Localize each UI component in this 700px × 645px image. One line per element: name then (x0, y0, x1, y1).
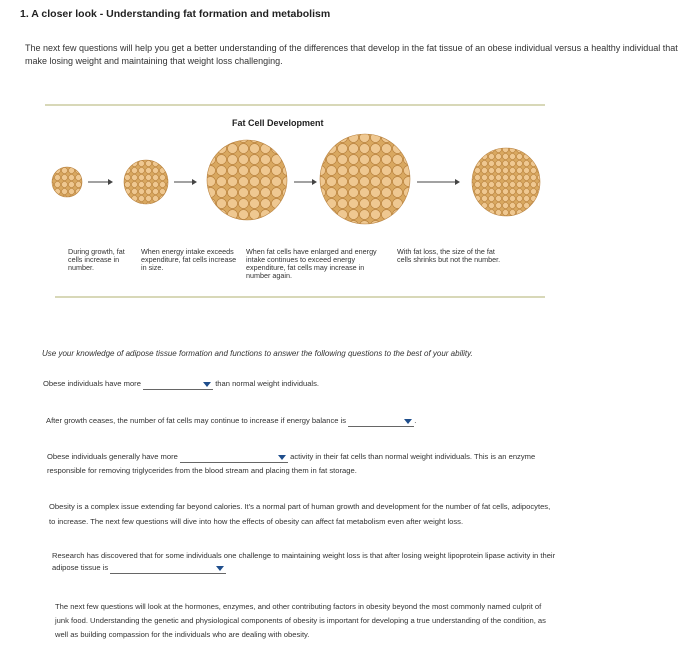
cell-cluster-1 (52, 167, 82, 197)
cell-cluster-3 (207, 140, 287, 220)
cell-cluster-4 (320, 134, 410, 224)
q1-suffix: than normal weight individuals. (215, 379, 320, 388)
dropdown-arrow-icon (216, 566, 224, 571)
q2-prefix: After growth ceases, the number of fat cells may continue to increase if energy balance is (46, 416, 347, 425)
question-title: 1. A closer look - Understanding fat formation and metabolism (20, 8, 331, 20)
question-1 (43, 378, 319, 390)
q1-prefix: Obese individuals have more (43, 379, 141, 388)
obesity-paragraph-line2: to increase. The next few questions will dive into how the effects of obesity can affect fat metabolism even after weight loss. (49, 517, 464, 526)
arrow-icon (88, 179, 113, 185)
q3-prefix: Obese individuals generally have more (47, 452, 178, 461)
factors-paragraph-line1: The next few questions will look at the hormones, enzymes, and other contributing factors in obesity beyond the most commonly named culprit of (55, 602, 542, 611)
arrow-icon (294, 179, 317, 185)
fat-cell-diagram (40, 132, 560, 252)
instructions-text: Use your knowledge of adipose tissue formation and functions to answer the following questions to the best of your ability. (42, 349, 473, 358)
factors-paragraph-line3: well as building compassion for the individuals who are dealing with obesity. (55, 630, 310, 639)
q3-dropdown[interactable] (180, 452, 288, 463)
q2-suffix: . (414, 416, 417, 425)
dropdown-arrow-icon (203, 382, 211, 387)
dropdown-arrow-icon (278, 455, 286, 460)
dropdown-arrow-icon (404, 419, 412, 424)
cell-cluster-5 (472, 148, 540, 216)
arrow-icon (417, 179, 460, 185)
q2-dropdown[interactable] (348, 416, 417, 427)
caption-number-increase-again: When fat cells have enlarged and energy intake continues to exceed energy expenditure, fat cells may increase in number again. (246, 247, 377, 280)
q3-line2: responsible for removing triglycerides from the blood stream and placing them in fat storage. (47, 466, 357, 475)
figure-top-rule (45, 104, 545, 106)
question-4 (52, 562, 226, 574)
caption-size-increase: When energy intake exceeds expenditure, fat cells increase in size. (141, 247, 237, 272)
figure-title: Fat Cell Development (232, 118, 324, 128)
question-intro: The next few questions will help you get a better understanding of the differences that develop in the fat tissue of an obese individual versus a healthy individual that make losing weight and maintaining that weight loss challenging. (25, 43, 678, 66)
q4-line1: Research has discovered that for some individuals one challenge to maintaining weight loss is that after losing weight lipoprotein lipase activity in their (52, 551, 556, 560)
cell-cluster-2 (124, 160, 168, 204)
caption-fat-loss: With fat loss, the size of the fat cells shrinks but not the number. (397, 247, 501, 264)
q3-suffix: activity in their fat cells than normal weight individuals. This is an enzyme (290, 452, 536, 461)
obesity-paragraph-line1: Obesity is a complex issue extending far beyond calories. It's a normal part of human growth and development for the number of fat cells, adipocytes, (49, 502, 551, 511)
q4-prefix: adipose tissue is (52, 563, 109, 572)
factors-paragraph-line2: junk food. Understanding the genetic and physiological components of obesity is important for developing a true understanding of the condition, as (55, 616, 546, 625)
figure-bottom-rule (55, 296, 545, 298)
arrow-icon (174, 179, 197, 185)
q4-dropdown[interactable] (110, 563, 226, 574)
question-2 (46, 415, 416, 427)
caption-growth: During growth, fat cells increase in number. (68, 247, 125, 272)
q1-dropdown[interactable] (143, 379, 213, 390)
question-3 (47, 451, 535, 463)
